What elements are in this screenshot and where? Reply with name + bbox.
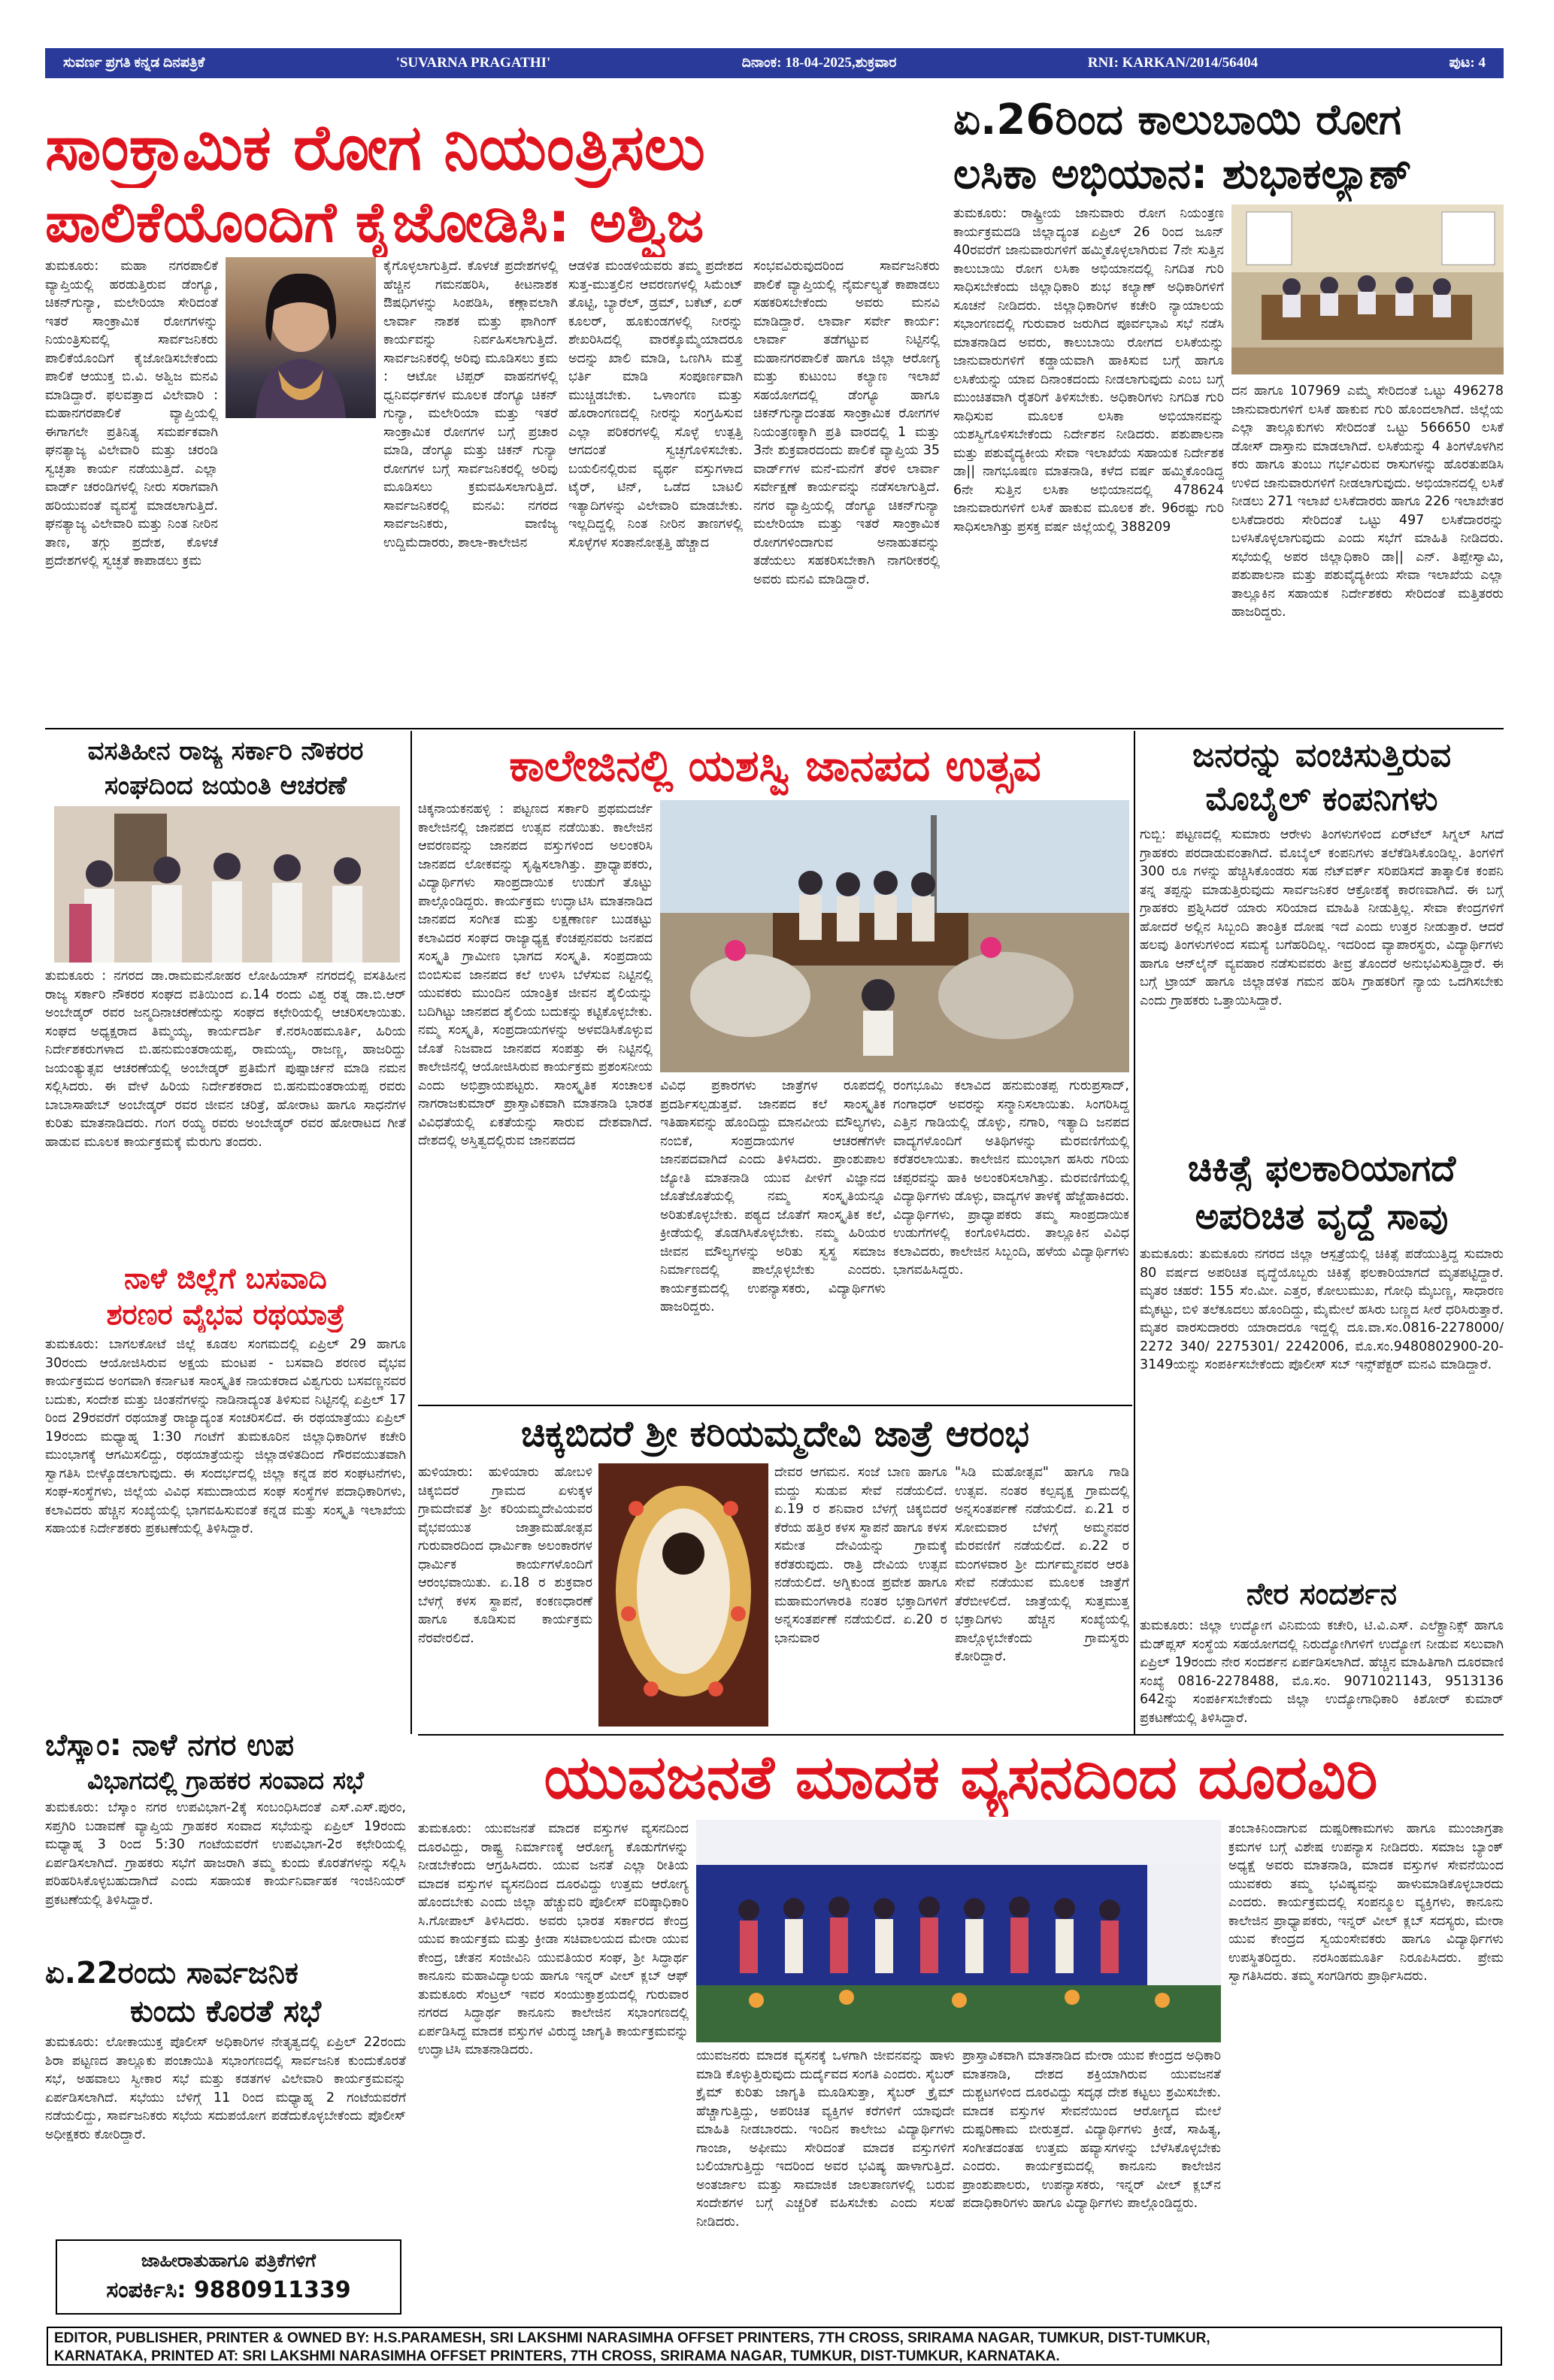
imprint-footer [47,2327,1502,2366]
goddess-idol-photo [598,1463,768,1727]
program-illustration [696,1820,1221,2042]
fmd-col-2: ದನ ಹಾಗೂ 107969 ಎಮ್ಮೆ ಸೇರಿದಂತೆ ಒಟ್ಟು 496278 ಜಾನುವಾರುಗಳಿಗೆ ಲಸಿಕೆ ಹಾಕುವ ಗುರಿ ಹೊಂದಲಾಗಿದೆ. ಜಿಲ್ಲೆಯ ಎಲ್ಲಾ ತಾಲ್ಲೂಕುಗಳು ಸೇರಿದಂತೆ ಒಟ್ಟು 566650 ಲಸಿಕೆ ಡೋಸ್ ದಾಸ್ತಾನು ಮಾಡಲಾಗಿದೆ. ಲಸಿಕೆಯನ್ನು 4 ತಿಂಗಳೊಳಗಿನ ಕರು ಹಾಗೂ ತುಂಬು ಗರ್ಭವಿರುವ ರಾಸುಗಳನ್ನು ಹೊರತುಪಡಿಸಿ ಉಳಿದ ಜಾನುವಾರುಗಳಿಗೆ ನೀಡಲಾಗುವುದು. ಅಭಿಯಾನದಲ್ಲಿ ಲಸಿಕೆ ನೀಡಲು 271 ಇಲಾಖೆ ಲಸಿಕೆದಾರರು ಹಾಗೂ 226 ಇಲಾಖೇತರ ಲಸಿಕೆದಾರರು ಸೇರಿದಂತೆ ಒಟ್ಟು 497 ಲಸಿಕೆದಾರರನ್ನು ಬಳಸಿಕೊಳ್ಳಲಾಗುವುದು ಎಂದು ಸಭೆಗೆ ಮಾಹಿತಿ ನೀಡಿದರು. ಸಭೆಯಲ್ಲಿ ಅಪರ ಜಿಲ್ಲಾಧಿಕಾರಿ ಡಾ|| ಎನ್. ತಿಪ್ಪೇಸ್ವಾಮಿ, ಪಶುಪಾಲನಾ ಮತ್ತು ಪಶುವೈದ್ಯಕೀಯ ಸೇವಾ ಇಲಾಖೆಯ ಎಲ್ಲಾ ತಾಲ್ಲೂಕಿನ ಸಹಾಯಕ ನಿರ್ದೇಶಕರು ಸೇರಿದಂತೆ ಮತ್ತಿತರರು ಹಾಜರಿದ್ದರು. [1231,384,1504,620]
grievance-headline-line1: ಏ.22ರಂದು ಸಾರ್ವಜನಿಕ [45,1956,298,1990]
lead-col-4: ಸಂಭವವಿರುವುದರಿಂದ ಸಾರ್ವಜನಿಕರು ಪಾಲಿಕೆ ವ್ಯಾಪ್ತಿಯಲ್ಲಿ ನೈರ್ಮಲ್ಯತೆ ಕಾಪಾಡಲು ಸಹಕರಿಸಬೇಕೆಂದು ಅವರು ಮನವಿ ಮಾಡಿದ್ದಾರೆ. ಲಾರ್ವಾ ಸರ್ವೇ ಕಾರ್ಯ: ಲಾರ್ವಾ ತಡೆಗಟ್ಟುವ ನಿಟ್ಟಿನಲ್ಲಿ ಮಹಾನಗರಪಾಲಿಕೆ ಹಾಗೂ ಜಿಲ್ಲಾ ಆರೋಗ್ಯ ಮತ್ತು ಕುಟುಂಬ ಕಲ್ಯಾಣ ಇಲಾಖೆ ಸಹಯೋಗದಲ್ಲಿ ಡೆಂಗ್ಯೂ ಹಾಗೂ ಚಿಕನ್‌ಗುನ್ಯಾದಂತಹ ಸಾಂಕ್ರಾಮಿಕ ರೋಗಗಳ ನಿಯಂತ್ರಣಕ್ಕಾಗಿ ಪ್ರತಿ ವಾರದಲ್ಲಿ 1 ಮತ್ತು 3ನೇ ಶುಕ್ರವಾರದಂದು ಪಾಲಿಕೆ ವ್ಯಾಪ್ತಿಯ 35 ವಾರ್ಡ್‌ಗಳ ಮನೆ-ಮನೆಗೆ ತೆರಳಿ ಲಾರ್ವಾ ಸರ್ವೇಕ್ಷಣೆ ಕಾರ್ಯವನ್ನು ನಡೆಸಲಾಗುತ್ತಿದೆ. ನಗರ ವ್ಯಾಪ್ತಿಯಲ್ಲಿ ಡೆಂಗ್ಯೂ ಚಿಕನ್‌ಗುನ್ಯಾ ಮಲೇರಿಯಾ ಮತ್ತು ಇತರೆ ಸಾಂಕ್ರಾಮಿಕ ರೋಗಗಳಿಂದಾಗುವ ಅನಾಹುತವನ್ನು ತಡೆಯಲು ಸಹಕರಿಸಬೇಕಾಗಿ ನಾಗರೀಕರಲ್ಲಿ ಅವರು ಮನವಿ ಮಾಡಿದ್ದಾರೆ. [753,259,940,587]
meeting-hall-photo [1231,205,1504,374]
ad-line-2: ಸಂಪರ್ಕಿಸಿ: 9880911339 [106,2277,351,2303]
mobile-headline-line2: ಮೊಬೈಲ್ ಕಂಪನಿಗಳು [1205,780,1438,818]
drugs-col-3: ಪ್ರಾಸ್ತಾವಿಕವಾಗಿ ಮಾತನಾಡಿದ ಮೇರಾ ಯುವ ಕೇಂದ್ರದ ಅಧಿಕಾರಿ ಮಾತನಾಡಿ, ದೇಶದ ಶಕ್ತಿಯಾಗಿರುವ ಯುವಜನತೆ ದುಶ್ಚಟಗಳಿಂದ ದೂರವಿದ್ದು ಸದೃಢ ದೇಶ ಕಟ್ಟಲು ಶ್ರಮಿಸಬೇಕು. ಮಾದಕ ವಸ್ತುಗಳ ಸೇವನೆಯಿಂದ ಆರೋಗ್ಯದ ಮೇಲೆ ದುಷ್ಪರಿಣಾಮ ಬೀರುತ್ತದೆ. ವಿದ್ಯಾರ್ಥಿಗಳು ಕ್ರೀಡೆ, ಸಾಹಿತ್ಯ, ಸಂಗೀತದಂತಹ ಉತ್ತಮ ಹವ್ಯಾಸಗಳನ್ನು ಬೆಳೆಸಿಕೊಳ್ಳಬೇಕು ಎಂದರು. ಕಾರ್ಯಕ್ರಮದಲ್ಲಿ ಕಾನೂನು ಕಾಲೇಜಿನ ಪ್ರಾಂಶುಪಾಲರು, ಉಪನ್ಯಾಸಕರು, ಇನ್ನರ್ ವೀಲ್ ಕ್ಲಬ್‌ನ ಪದಾಧಿಕಾರಿಗಳು ಹಾಗೂ ವಿದ್ಯಾರ್ಥಿಗಳು ಪಾಲ್ಗೊಂಡಿದ್ದರು. [962,2048,1221,2211]
commissioner-portrait-photo [226,257,376,418]
temple-headline: ಚಿಕ್ಕಬಿದರೆ ಶ್ರೀ ಕರಿಯಮ್ಮದೇವಿ ಜಾತ್ರೆ ಆರಂಭ [520,1413,1029,1455]
mobile-headline-line1: ಜನರನ್ನು ವಂಚಿಸುತ್ತಿರುವ [1192,736,1452,775]
awareness-program-photo [696,1820,1221,2042]
college-col-3: ರಂಗಭೂಮಿ ಕಲಾವಿದ ಹನುಮಂತಪ್ಪ ಗುರುಪ್ರಸಾದ್, ಗಂಗಾಧರ್ ಅವರನ್ನು ಸನ್ಮಾನಿಸಲಾಯಿತು. ಸಿಂಗರಿಸಿದ್ದ ಎತ್ತಿನ ಗಾಡಿಯಲ್ಲಿ ಡೊಳ್ಳು, ನಗಾರಿ, ಇತ್ಯಾದಿ ಜನಪದ ವಾದ್ಯಗಳೊಂದಿಗೆ ಅತಿಥಿಗಳನ್ನು ಮೆರವಣಿಗೆಯಲ್ಲಿ ಕರೆತರಲಾಯಿತು. ಕಾಲೇಜಿನ ಮುಂಭಾಗ ಹಸಿರು ಗರಿಯ ಚಪ್ಪರವನ್ನು ಹಾಕಿ ಅಲಂಕರಿಸಲಾಗಿತ್ತು. ಮೆರವಣಿಗೆಯಲ್ಲಿ ವಿದ್ಯಾರ್ಥಿಗಳು ಡೊಳ್ಳು, ವಾದ್ಯಗಳ ತಾಳಕ್ಕೆ ಹೆಜ್ಜೆಹಾಕಿದರು. ವಿದ್ಯಾರ್ಥಿಗಳು, ಪ್ರಾಧ್ಯಾಪಕರು ತಮ್ಮ ಸಾಂಪ್ರದಾಯಿಕ ಉಡುಗೆಗಳಲ್ಲಿ ಕಂಗೊಳಿಸಿದರು. ತಾಲ್ಲೂಕಿನ ವಿವಿಧ ಕಲಾವಿದರು, ಕಾಲೇಜಿನ ಸಿಬ್ಬಂದಿ, ಹಳೆಯ ವಿದ್ಯಾರ್ಥಿಗಳು ಭಾಗವಹಿಸಿದ್ದರು. [893,1078,1129,1278]
divider-college-temple [418,1405,1132,1406]
masthead-page-number: ಪುಟ: 4 [1449,55,1486,71]
death-headline-line2: ಅಪರಿಚಿತ ವೃದ್ಧೆ ಸಾವು [1195,1196,1449,1238]
divider-top [45,728,1504,729]
interview-body: ತುಮಕೂರು: ಜಿಲ್ಲಾ ಉದ್ಯೋಗ ವಿನಿಮಯ ಕಚೇರಿ, ಟಿ.ವಿ.ಎಸ್. ಎಲೆಕ್ಟ್ರಾನಿಕ್ಸ್ ಹಾಗೂ ಮೆಡ್‌ಪ್ಲಸ್ ಸಂಸ್ಥೆಯ ಸಹಯೋಗದಲ್ಲಿ ನಿರುದ್ಯೋಗಿಗಳಿಗೆ ಉದ್ಯೋಗ ನೀಡುವ ಸಲುವಾಗಿ ಏಪ್ರಿಲ್ 19ರಂದು ನೇರ ಸಂದರ್ಶನ ಏರ್ಪಡಿಸಲಾಗಿದೆ. ಹೆಚ್ಚಿನ ಮಾಹಿತಿಗಾಗಿ ದೂರವಾಣಿ ಸಂಖ್ಯೆ 0816-2278488, ಮೊ.ಸಂ. 9071021143, 9513136 642ನ್ನು ಸಂಪರ್ಕಿಸಬೇಕೆಂದು ಜಿಲ್ಲಾ ಉದ್ಯೋಗಾಧಿಕಾರಿ ಕಿಶೋರ್ ಕುಮಾರ್ ಪ್ರಕಟಣೆಯಲ್ಲಿ ತಿಳಿಸಿದ್ದಾರೆ. [1140,1618,1504,1726]
festival-illustration [660,800,1129,1072]
divider-right-column [1134,731,1135,1734]
interview-headline: ನೇರ ಸಂದರ್ಶನ [1246,1577,1398,1611]
drugs-col-1: ತುಮಕೂರು: ಯುವಜನತೆ ಮಾದಕ ವಸ್ತುಗಳ ವ್ಯಸನದಿಂದ ದೂರವಿದ್ದು, ರಾಷ್ಟ್ರ ನಿರ್ಮಾಣಕ್ಕೆ ಆರೋಗ್ಯ ಕೊಡುಗೆಗಳನ್ನು ನೀಡಬೇಕೆಂದು ಆಗ್ರಹಿಸಿದರು. ಯುವ ಜನತೆ ಎಲ್ಲಾ ರೀತಿಯ ಮಾದಕ ವಸ್ತುಗಳ ವ್ಯಸನದಿಂದ ದೂರವಿದ್ದು ಉತ್ತಮ ಆರೋಗ್ಯ ಹೊಂದಬೇಕು ಎಂದು ಜಿಲ್ಲಾ ಹೆಚ್ಚುವರಿ ಪೊಲೀಸ್ ವರಿಷ್ಠಾಧಿಕಾರಿ ಸಿ.ಗೋಪಾಲ್ ತಿಳಿಸಿದರು. ಅವರು ಭಾರತ ಸರ್ಕಾರದ ಕೇಂದ್ರ ಯುವ ಕಾರ್ಯಕ್ರಮ ಮತ್ತು ಕ್ರೀಡಾ ಸಚಿವಾಲಯದ ಮೇರಾ ಯುವ ಕೇಂದ್ರ, ಚೇತನ ಸಂಜೀವಿನಿ ಯುವತಿಯರ ಸಂಘ, ಶ್ರೀ ಸಿದ್ಧಾರ್ಥ ಕಾನೂನು ಮಹಾವಿದ್ಯಾಲಯ ಹಾಗೂ ಇನ್ನರ್ ವೀಲ್ ಕ್ಲಬ್ ಆಫ್ ತುಮಕೂರು ಸೆಂಟ್ರಲ್ ಇವರ ಸಂಯುಕ್ತಾಶ್ರಯದಲ್ಲಿ ಗುರುವಾರ ನಗರದ ಸಿದ್ಧಾರ್ಥ ಕಾನೂನು ಕಾಲೇಜಿನ ಸಭಾಂಗಣದಲ್ಲಿ ಏರ್ಪಡಿಸಿದ್ದ ಮಾದಕ ವಸ್ತುಗಳ ವಿರುದ್ಧ ಜಾಗೃತಿ ಕಾರ್ಯಕ್ರಮವನ್ನು ಉದ್ಘಾಟಿಸಿ ಮಾತನಾಡಿದರು. [418,1821,689,2057]
bescom-body: ತುಮಕೂರು: ಬೆಸ್ಕಾಂ ನಗರ ಉಪವಿಭಾಗ-2ಕ್ಕೆ ಸಂಬಂಧಿಸಿದಂತೆ ಎಸ್.ಎಸ್.ಪುರಂ, ಸಪ್ತಗಿರಿ ಬಡಾವಣೆ ವ್ಯಾಪ್ತಿಯ ಗ್ರಾಹಕರ ಸಂವಾದ ಸಭೆಯನ್ನು ಏಪ್ರಿಲ್ 19ರಂದು ಮಧ್ಯಾಹ್ನ 3 ರಿಂದ 5:30 ಗಂಟೆಯವರೆಗೆ ಉಪವಿಭಾಗ-2ರ ಕಛೇರಿಯಲ್ಲಿ ಏರ್ಪಡಿಸಲಾಗಿದೆ. ಗ್ರಾಹಕರು ಸಭೆಗೆ ಹಾಜರಾಗಿ ತಮ್ಮ ಕುಂದು ಕೊರತೆಗಳನ್ನು ಸಲ್ಲಿಸಿ ಪರಿಹರಿಸಿಕೊಳ್ಳಬಹುದಾಗಿದೆ ಎಂದು ಸಹಾಯಕ ಕಾರ್ಯನಿರ್ವಾಹಕ ಇಂಜಿನಿಯರ್ ಪ್ರಕಟಣೆಯಲ್ಲಿ ತಿಳಿಸಿದ್ದಾರೆ. [45,1800,406,1908]
masthead-bar [45,48,1504,78]
folk-festival-photo [660,800,1129,1072]
masthead-english-title: 'SUVARNA PRAGATHI' [395,55,551,71]
fmd-col-1: ತುಮಕೂರು: ರಾಷ್ಟ್ರೀಯ ಜಾನುವಾರು ರೋಗ ನಿಯಂತ್ರಣ ಕಾರ್ಯಕ್ರಮದಡಿ ಜಿಲ್ಲಾದ್ಯಂತ ಏಪ್ರಿಲ್ 26 ರಿಂದ ಜೂನ್ 40ರವರೆಗೆ ಜಾನುವಾರುಗಳಿಗೆ ಹಮ್ಮಿಕೊಳ್ಳಲಾಗಿರುವ 7ನೇ ಸುತ್ತಿನ ಕಾಲುಬಾಯಿ ರೋಗ ಲಸಿಕಾ ಅಭಿಯಾನದಲ್ಲಿ ನಿಗದಿತ ಗುರಿ ಸಾಧಿಸಬೇಕೆಂದು ಜಿಲ್ಲಾಧಿಕಾರಿ ಶುಭ ಕಲ್ಯಾಣ್ ಅಧಿಕಾರಿಗಳಿಗೆ ಸೂಚನೆ ನೀಡಿದರು. ಜಿಲ್ಲಾಧಿಕಾರಿಗಳ ಕಚೇರಿ ನ್ಯಾಯಾಲಯ ಸಭಾಂಗಣದಲ್ಲಿ ಗುರುವಾರ ಜರುಗಿದ ಪೂರ್ವಭಾವಿ ಸಭೆ ನಡೆಸಿ ಮಾತನಾಡಿದ ಅವರು, ಕಾಲುಬಾಯಿ ರೋಗದ ಲಸಿಕೆಯನ್ನು ಜಾನುವಾರುಗಳಿಗೆ ಕಡ್ಡಾಯವಾಗಿ ಹಾಕಿಸುವ ಬಗ್ಗೆ ಹಾಗೂ ಲಸಿಕೆಯನ್ನು ಯಾವ ದಿನಾಂಕದಂದು ನೀಡಲಾಗುವುದು ಎಂಬ ಬಗ್ಗೆ ಮುಂಚಿತವಾಗಿ ರೈತರಿಗೆ ತಿಳಿಸಬೇಕು. ಅಧಿಕಾರಿಗಳು ನಿಗದಿತ ಗುರಿ ಸಾಧಿಸುವ ಮೂಲಕ ಲಸಿಕಾ ಅಭಿಯಾನವನ್ನು ಯಶಸ್ವಿಗೊಳಿಸಬೇಕೆಂದು ನಿರ್ದೇಶನ ನೀಡಿದರು. ಪಶುಪಾಲನಾ ಮತ್ತು ಪಶುವೈದ್ಯಕೀಯ ಸೇವಾ ಇಲಾಖೆಯ ಸಹಾಯಕ ನಿರ್ದೇಶಕ ಡಾ|| ನಾಗಭೂಷಣ ಮಾತನಾಡಿ, ಕಳೆದ ವರ್ಷ ಹಮ್ಮಿಕೊಂಡಿದ್ದ 6ನೇ ಸುತ್ತಿನ ಲಸಿಕಾ ಅಭಿಯಾನದಲ್ಲಿ 478624 ಜಾನುವಾರುಗಳಿಗೆ ಲಸಿಕೆ ಹಾಕುವ ಮೂಲಕ ಶೇ. 96ರಷ್ಟು ಗುರಿ ಸಾಧಿಸಲಾಗಿತ್ತು ಪ್ರಸಕ್ತ ವರ್ಷ ಜಿಲ್ಲೆಯಲ್ಲಿ 388209 [953,206,1224,535]
drugs-headline: ಯುವಜನತೆ ಮಾದಕ ವ್ಯಸನದಿಂದ ದೂರವಿರಿ [544,1742,1378,1812]
basava-body: ತುಮಕೂರು: ಬಾಗಲಕೋಟೆ ಜಿಲ್ಲೆ ಕೂಡಲ ಸಂಗಮದಲ್ಲಿ ಏಪ್ರಿಲ್ 29 ಹಾಗೂ 30ರಂದು ಆಯೋಜಿಸಿರುವ ಅಕ್ಷಯ ಮಂಟಪ - ಬಸವಾದಿ ಶರಣರ ವೈಭವ ಕಾರ್ಯಕ್ರಮದ ಅಂಗವಾಗಿ ಕರ್ನಾಟಕ ಸಾಂಸ್ಕೃತಿಕ ನಾಯಕರಾದ ವಿಶ್ವಗುರು ಬಸವಣ್ಣನವರ ಬದುಕು, ಸಂದೇಶ ಮತ್ತು ಚಿಂತನೆಗಳನ್ನು ನಾಡಿನಾದ್ಯಂತ ತಿಳಿಸುವ ನಿಟ್ಟಿನಲ್ಲಿ ಏಪ್ರಿಲ್ 17 ರಿಂದ 29ರವರೆಗೆ ರಥಯಾತ್ರೆ ರಾಜ್ಯಾದ್ಯಂತ ಸಂಚರಿಸಲಿದೆ. ಈ ರಥಯಾತ್ರೆಯು ಏಪ್ರಿಲ್ 19ರಂದು ಮಧ್ಯಾಹ್ನ 1:30 ಗಂಟೆಗೆ ತುಮಕೂರಿನ ಜಿಲ್ಲಾಧಿಕಾರಿಗಳ ಕಚೇರಿ ಮುಂಭಾಗಕ್ಕೆ ಆಗಮಿಸಲಿದ್ದು, ರಥಯಾತ್ರೆಯನ್ನು ಜಿಲ್ಲಾಡಳಿತದಿಂದ ಗೌರವಯುತವಾಗಿ ಸ್ವಾಗತಿಸಿ ಬೀಳ್ಕೊಡಲಾಗುವುದು. ಈ ಸಂದರ್ಭದಲ್ಲಿ ಜಿಲ್ಲಾ ಕನ್ನಡ ಪರ ಸಂಘಟನೆಗಳು, ಸಂಘ-ಸಂಸ್ಥೆಗಳು, ಜಿಲ್ಲೆಯ ವಿವಿಧ ಸಮುದಾಯದ ಸಂಘ ಸಂಸ್ಥೆಗಳ ಪದಾಧಿಕಾರಿಗಳು, ಕಲಾವಿದರು ಹೆಚ್ಚಿನ ಸಂಖ್ಯೆಯಲ್ಲಿ ಭಾಗವಹಿಸುವಂತೆ ಕನ್ನಡ ಮತ್ತು ಸಂಸ್ಕೃತಿ ಇಲಾಖೆಯ ಸಹಾಯಕ ನಿರ್ದೇಶಕರು ಪ್ರಕಟಣೆಯಲ್ಲಿ ತಿಳಿಸಿದ್ದಾರೆ. [45,1337,406,1536]
lead-col-2: ಕೈಗೊಳ್ಳಲಾಗುತ್ತಿದೆ. ಕೊಳಚೆ ಪ್ರದೇಶಗಳಲ್ಲಿ ಹೆಚ್ಚಿನ ಗಮನಹರಿಸಿ, ಕೀಟನಾಶಕ ಔಷಧಿಗಳನ್ನು ಸಿಂಪಡಿಸಿ, ಕಣ್ಗಾವಲಾಗಿ ಲಾರ್ವಾ ನಾಶಕ ಮತ್ತು ಫಾಗಿಂಗ್ ಕಾರ್ಯವನ್ನು ನಿರ್ವಹಿಸಲಾಗುತ್ತಿದೆ. ಸಾರ್ವಜನಿಕರಲ್ಲಿ ಅರಿವು ಮೂಡಿಸಲು ಕ್ರಮ : ಆಟೋ ಟಿಪ್ಪರ್ ವಾಹನಗಳಲ್ಲಿ ಧ್ವನಿವರ್ಧಕಗಳ ಮೂಲಕ ಡೆಂಗ್ಯೂ ಚಿಕನ್ ಗುನ್ಯಾ, ಮಲೇರಿಯಾ ಮತ್ತು ಇತರೆ ಸಾಂಕ್ರಾಮಿಕ ರೋಗಗಳ ಬಗ್ಗೆ ಪ್ರಚಾರ ಮಾಡಿ, ಡೆಂಗ್ಯೂ ಮತ್ತು ಚಿಕನ್ ಗುನ್ಯಾ ರೋಗಗಳ ಬಗ್ಗೆ ಸಾರ್ವಜನಿಕರಲ್ಲಿ ಅರಿವು ಮೂಡಿಸಲು ಕ್ರಮವಹಿಸಲಾಗುತ್ತಿದೆ. ಸಾರ್ವಜನಿಕರಲ್ಲಿ ಮನವಿ: ನಗರದ ಸಾರ್ವಜನಿಕರು, ವಾಣಿಜ್ಯ ಉದ್ದಿಮೆದಾರರು, ಶಾಲಾ-ಕಾಲೇಜಿನ [383,259,558,550]
advertisement-contact-box [56,2239,401,2315]
hostel-headline-line1: ವಸತಿಹೀನ ರಾಜ್ಯ ಸರ್ಕಾರಿ ನೌಕರರ [87,736,364,766]
college-headline: ಕಾಲೇಜಿನಲ್ಲಿ ಯಶಸ್ವಿ ಜಾನಪದ ಉತ್ಸವ [509,740,1041,791]
temple-col-2: ದೇವರ ಆಗಮನ. ಸಂಜೆ ಬಾಣ ಹಾಗೂ ಮದ್ದು ಸುಡುವ ಸೇವೆ ನಡೆಯಲಿದೆ. ಏ.19 ರ ಶನಿವಾರ ಬೆಳಗ್ಗೆ ಚಿಕ್ಕಬಿದರೆ ಕೆರೆಯ ಹತ್ತಿರ ಕಳಸ ಸ್ಥಾಪನೆ ಹಾಗೂ ಕಳಸ ಸಮೇತ ದೇವಿಯನ್ನು ಗ್ರಾಮಕ್ಕೆ ಕರೆತರುವುದು. ರಾತ್ರಿ ದೇವಿಯ ಉತ್ಸವ ನಡೆಯಲಿದೆ. ಅಗ್ನಿಕುಂಡ ಪ್ರವೇಶ ಹಾಗೂ ಮಹಾಮಂಗಳಾರತಿ ನಂತರ ಭಕ್ತಾದಿಗಳಿಗೆ ಅನ್ನಸಂತರ್ಪಣೆ ನಡೆಯಲಿದೆ. ಏ.20 ರ ಭಾನುವಾರ [774,1465,947,1646]
basava-headline-line1: ನಾಳೆ ಜಿಲ್ಲೆಗೆ ಬಸವಾದಿ [124,1262,327,1295]
grievance-body: ತುಮಕೂರು: ಲೋಕಾಯುಕ್ತ ಪೊಲೀಸ್ ಅಧಿಕಾರಿಗಳ ನೇತೃತ್ವದಲ್ಲಿ ಏಪ್ರಿಲ್ 22ರಂದು ಶಿರಾ ಪಟ್ಟಣದ ತಾಲ್ಲೂಕು ಪಂಚಾಯಿತಿ ಸಭಾಂಗಣದಲ್ಲಿ ಸಾರ್ವಜನಿಕ ಕುಂದುಕೊರತೆ ಸಭೆ, ಅಹವಾಲು ಸ್ವೀಕಾರ ಸಭೆ ಮತ್ತು ಕಡತಗಳ ವಿಲೇವಾರಿ ಕಾರ್ಯಕ್ರಮವನ್ನು ಏರ್ಪಡಿಸಲಾಗಿದೆ. ಸಭೆಯು ಬೆಳಿಗ್ಗೆ 11 ರಿಂದ ಮಧ್ಯಾಹ್ನ 2 ಗಂಟೆಯವರೆಗೆ ನಡೆಯಲಿದ್ದು, ಸಾರ್ವಜನಿಕರು ಸಭೆಯ ಸದುಪಯೋಗ ಪಡೆದುಕೊಳ್ಳಬೇಕೆಂದು ಪೊಲೀಸ್ ಅಧೀಕ್ಷಕರು ಕೋರಿದ್ದಾರೆ. [45,2035,406,2142]
jayanti-illustration [54,806,400,963]
imprint-line-1: EDITOR, PUBLISHER, PRINTER & OWNED BY: H.S.PARAMESH, SRI LAKSHMI NARASIMHA OFFSET PRINTERS, 7TH CROSS, SRIRAMA NAGAR, TUMKUR, DIST-TUMKUR, [54,2330,1210,2346]
ad-line-1: ಜಾಹೀರಾತುಹಾಗೂ ಪತ್ರಿಕೆಗಳಿಗೆ [141,2250,317,2271]
ambedkar-jayanti-photo [54,806,400,963]
masthead-date: ದಿನಾಂಕ: 18-04-2025,ಶುಕ್ರವಾರ [741,55,897,71]
fmd-headline-line1: ಏ.26ರಿಂದ ಕಾಲುಬಾಯಿ ರೋಗ [953,96,1402,144]
mobile-body: ಗುಬ್ಬಿ: ಪಟ್ಟಣದಲ್ಲಿ ಸುಮಾರು ಆರೇಳು ತಿಂಗಳುಗಳಿಂದ ಏರ್‌ಟೆಲ್ ಸಿಗ್ನಲ್ ಸಿಗದೆ ಗ್ರಾಹಕರು ಪರದಾಡುವಂತಾಗಿದೆ. ಮೊಬೈಲ್ ಕಂಪನಿಗಳು ತಲೆಕೆಡಿಸಿಕೊಂಡಿಲ್ಲ. ತಿಂಗಳಿಗೆ 300 ರೂ ಗಳನ್ನು ಹೆಚ್ಚಿಸಿಕೊಂಡರು ಸಹ ನೆಟ್‌ವರ್ಕ್ ಸರಿಪಡಿಸದೆ ತಾತ್ಕಾಲಿಕ ಕಂಪನಿ ತನ್ನ ತಪ್ಪನ್ನು ಮಾಡುತ್ತಿರುವುದು ಸಾರ್ವಜನಿಕರ ಆಕ್ರೋಶಕ್ಕೆ ಕಾರಣವಾಗಿದೆ. ಈ ಬಗ್ಗೆ ಗ್ರಾಹಕರು ಪ್ರಶ್ನಿಸಿದರೆ ಯಾರು ಸರಿಯಾದ ಮಾಹಿತಿ ನೀಡುತ್ತಿಲ್ಲ. ಸೇವಾ ಕೇಂದ್ರಗಳಿಗೆ ಹೋದರೆ ಅಲ್ಲಿನ ಸಿಬ್ಬಂದಿ ತಾಂತ್ರಿಕ ದೋಷ ಇದೆ ಎಂದು ಉತ್ತರ ನೀಡುತ್ತಾರೆ. ಆದರೆ ಹಲವು ತಿಂಗಳುಗಳಿಂದ ಸಮಸ್ಯೆ ಬಗೆಹರಿದಿಲ್ಲ. ಇದರಿಂದ ವ್ಯಾಪಾರಸ್ಥರು, ವಿದ್ಯಾರ್ಥಿಗಳು ಹಾಗೂ ಆನ್‌ಲೈನ್ ವ್ಯವಹಾರ ನಡೆಸುವವರು ತೀವ್ರ ತೊಂದರೆ ಅನುಭವಿಸುತ್ತಿದ್ದಾರೆ. ಈ ಬಗ್ಗೆ ಟ್ರಾಯ್ ಹಾಗೂ ಜಿಲ್ಲಾಡಳಿತ ಗಮನ ಹರಿಸಿ ಗ್ರಾಹಕರಿಗೆ ನ್ಯಾಯ ಒದಗಿಸಬೇಕು ಎಂದು ಗ್ರಾಹಕರು ಒತ್ತಾಯಿಸಿದ್ದಾರೆ. [1140,827,1504,1008]
masthead-name: ಸುವರ್ಣ ಪ್ರಗತಿ ಕನ್ನಡ ದಿನಪತ್ರಿಕೆ [63,55,205,71]
imprint-line-2: KARNATAKA, PRINTED AT: SRI LAKSHMI NARASIMHA OFFSET PRINTERS, 7TH CROSS, SRIRAMA NAGAR, TUMKUR, DIST-TUMKUR, KARNATAKA. [54,2348,1060,2364]
death-body: ತುಮಕೂರು: ತುಮಕೂರು ನಗರದ ಜಿಲ್ಲಾ ಆಸ್ಪತ್ರೆಯಲ್ಲಿ ಚಿಕಿತ್ಸೆ ಪಡೆಯುತ್ತಿದ್ದ ಸುಮಾರು 80 ವರ್ಷದ ಅಪರಿಚಿತ ವೃದ್ಧೆಯೊಬ್ಬರು ಚಿಕಿತ್ಸೆ ಫಲಕಾರಿಯಾಗದೆ ಮೃತಪಟ್ಟಿದ್ದಾರೆ. ಮೃತರ ಚಹರೆ: 155 ಸೆಂ.ಮೀ. ಎತ್ತರ, ಕೋಲುಮುಖ, ಗೋಧಿ ಮೈಬಣ್ಣ, ಸಾಧಾರಣ ಮೈಕಟ್ಟು, ಬಿಳಿ ತಲೆಕೂದಲು ಹೊಂದಿದ್ದು, ಮೈಮೇಲೆ ಹಸಿರು ಬಣ್ಣದ ಸೀರೆ ಧರಿಸಿರುತ್ತಾರೆ. ಮೃತರ ವಾರಸುದಾರರು ಯಾರಾದರೂ ಇದ್ದಲ್ಲಿ ದೂ.ವಾ.ಸಂ.0816-2278000/ 2272 340/ 2275301/ 2242006, ಮೊ.ಸಂ.9480802900-20-3149ಯನ್ನು ಸಂಪರ್ಕಿಸಬೇಕೆಂದು ಪೊಲೀಸ್ ಸಬ್ ಇನ್ಸ್‌ಪೆಕ್ಟರ್ ಮನವಿ ಮಾಡಿದ್ದಾರೆ. [1140,1247,1504,1372]
hostel-body: ತುಮಕೂರು : ನಗರದ ಡಾ.ರಾಮಮನೋಹರ ಲೋಹಿಯಾಸ್ ನಗರದಲ್ಲಿ ವಸತಿಹೀನ ರಾಜ್ಯ ಸರ್ಕಾರಿ ನೌಕರರ ಸಂಘದ ವತಿಯಿಂದ ಏ.14 ರಂದು ವಿಶ್ವ ರತ್ನ ಡಾ.ಬಿ.ಆರ್ ಅಂಬೇಡ್ಕರ್ ರವರ ಜನ್ಮದಿನಾಚರಣೆಯನ್ನು ಸಂಘದ ಕಛೇರಿಯಲ್ಲಿ ಆಚರಿಸಲಾಯಿತು. ಸಂಘದ ಅಧ್ಯಕ್ಷರಾದ ತಿಮ್ಮಯ್ಯ, ಕಾರ್ಯದರ್ಶಿ ಕೆ.ನರಸಿಂಹಮೂರ್ತಿ, ಹಿರಿಯ ನಿರ್ದೇಶಕರುಗಳಾದ ಬಿ.ಹನುಮಂತರಾಯಪ್ಪ, ರಾಮಯ್ಯ, ರಾಜಣ್ಣ, ಹಾಜರಿದ್ದು ಜಯಂತ್ಯುತ್ಸವ ಆಚರಣೆಯಲ್ಲಿ ಅಂಬೇಡ್ಕರ್ ಪ್ರತಿಮೆಗೆ ಪುಷ್ಪಾರ್ಚನೆ ಮಾಡಿ ನಮನ ಸಲ್ಲಿಸಿದರು. ಈ ವೇಳೆ ಹಿರಿಯ ನಿರ್ದೇಶಕರಾದ ಬಿ.ಹನುಮಂತರಾಯಪ್ಪ ರವರು ಬಾಬಾಸಾಹೇಬ್ ಅಂಬೇಡ್ಕರ್ ರವರ ಜೀವನ ಚರಿತ್ರೆ, ಹೋರಾಟ ಹಾಗೂ ಸಾಧನೆಗಳ ಕುರಿತು ಮಾತನಾಡಿದರು. ಗಂಗ ರಯ್ಯ ರವರು ಅಂಬೇಡ್ಕರ್ ರವರ ಹೋರಾಟದ ಗೀತೆ ಹಾಡುವ ಮೂಲಕ ಕಾರ್ಯಕ್ರಮಕ್ಕೆ ಮೆರುಗು ತಂದರು. [45,969,406,1150]
hostel-headline-line2: ಸಂಘದಿಂದ ಜಯಂತಿ ಆಚರಣೆ [104,771,347,801]
basava-headline-line2: ಶರಣರ ವೈಭವ ರಥಯಾತ್ರೆ [106,1298,345,1331]
fmd-headline-line2: ಲಸಿಕಾ ಅಭಿಯಾನ: ಶುಭಾಕಲ್ಯಾಣ್ [953,150,1412,199]
divider-bottom-story [418,1734,1504,1736]
drugs-col-4: ತಂಬಾಕಿನಿಂದಾಗುವ ದುಷ್ಪರಿಣಾಮಗಳು ಹಾಗೂ ಮುಂಜಾಗ್ರತಾ ಕ್ರಮಗಳ ಬಗ್ಗೆ ವಿಶೇಷ ಉಪನ್ಯಾಸ ನೀಡಿದರು. ಸಮಾಜ ಬ್ಯಾಂಕ್ ಅಧ್ಯಕ್ಷೆ ಅವರು ಮಾತನಾಡಿ, ಮಾದಕ ವಸ್ತುಗಳ ಸೇವನೆಯಿಂದ ಯುವಕರು ತಮ್ಮ ಭವಿಷ್ಯವನ್ನು ಹಾಳುಮಾಡಿಕೊಳ್ಳಬಾರದು ಎಂದರು. ಕಾರ್ಯಕ್ರಮದಲ್ಲಿ ಸಂಪನ್ಮೂಲ ವ್ಯಕ್ತಿಗಳು, ಕಾನೂನು ಕಾಲೇಜಿನ ಪ್ರಾಧ್ಯಾಪಕರು, ಇನ್ನರ್ ವೀಲ್ ಕ್ಲಬ್ ಸದಸ್ಯರು, ಮೇರಾ ಯುವ ಕೇಂದ್ರದ ಸ್ವಯಂಸೇವಕರು ಹಾಗೂ ವಿದ್ಯಾರ್ಥಿಗಳು ಉಪಸ್ಥಿತರಿದ್ದರು. ನರಸಿಂಹಮೂರ್ತಿ ನಿರೂಪಿಸಿದರು. ಪ್ರೇಮ ಸ್ವಾಗತಿಸಿದರು. ತಮ್ಮ ಸಂಗಡಿಗರು ಪ್ರಾರ್ಥಿಸಿದರು. [1228,1821,1504,1984]
death-headline-line1: ಚಿಕಿತ್ಸೆ ಫಲಕಾರಿಯಾಗದೆ [1187,1148,1456,1190]
bescom-headline-line1: ಬೆಸ್ಕಾಂ: ನಾಳೆ ನಗರ ಉಪ [45,1728,294,1763]
portrait-illustration [226,257,376,418]
drugs-col-2: ಯುವಜನರು ಮಾದಕ ವ್ಯಸನಕ್ಕೆ ಒಳಗಾಗಿ ಜೀವನವನ್ನು ಹಾಳು ಮಾಡಿ ಕೊಳ್ಳುತ್ತಿರುವುದು ದುರ್ದೈವದ ಸಂಗತಿ ಎಂದರು. ಸೈಬರ್ ಕ್ರೈಮ್ ಕುರಿತು ಜಾಗೃತಿ ಮೂಡಿಸುತ್ತಾ, ಸೈಬರ್ ಕ್ರೈಮ್ ಹೆಚ್ಚಾಗುತ್ತಿದ್ದು, ಅಪರಿಚಿತ ವ್ಯಕ್ತಿಗಳ ಕರೆಗಳಿಗೆ ಯಾವುದೇ ಮಾಹಿತಿ ನೀಡಬಾರದು. ಇಂದಿನ ಕಾಲೇಜು ವಿದ್ಯಾರ್ಥಿಗಳು ಗಾಂಜಾ, ಅಫೀಮು ಸೇರಿದಂತೆ ಮಾದಕ ವಸ್ತುಗಳಿಗೆ ಬಲಿಯಾಗುತ್ತಿದ್ದು ಇದರಿಂದ ಅವರ ಭವಿಷ್ಯ ಹಾಳಾಗುತ್ತಿದೆ. ಅಂತರ್ಜಾಲ ಮತ್ತು ಸಾಮಾಜಿಕ ಜಾಲತಾಣಗಳಲ್ಲಿ ಬರುವ ಸಂದೇಶಗಳ ಬಗ್ಗೆ ಎಚ್ಚರಿಕೆ ವಹಿಸಬೇಕು ಎಂದು ಸಲಹೆ ನೀಡಿದರು. [696,2048,955,2230]
grievance-headline-line2: ಕುಂದು ಕೊರತೆ ಸಭೆ [129,1994,322,2029]
divider-left-column [410,731,412,1734]
college-col-2: ವಿವಿಧ ಪ್ರಕಾರಗಳು ಜಾತ್ರೆಗಳ ರೂಪದಲ್ಲಿ ಪ್ರದರ್ಶಿಸಲ್ಪಡುತ್ತವೆ. ಜಾನಪದ ಕಲೆ ಸಾಂಸ್ಕೃತಿಕ ಇತಿಹಾಸವನ್ನು ಹೊಂದಿದ್ದು ಮಾನವೀಯ ಮೌಲ್ಯಗಳು, ನಂಬಿಕೆ, ಸಂಪ್ರದಾಯಗಳ ಆಚರಣೆಗಳೇ ಜಾನಪದವಾಗಿದೆ ಎಂದು ತಿಳಿಸಿದರು. ಪ್ರಾಂಶುಪಾಲ ಜ್ಯೋತಿ ಮಾತನಾಡಿ ಯುವ ಪೀಳಿಗೆ ವಿಜ್ಞಾನದ ಜೊತೆಜೊತೆಯಲ್ಲಿ ನಮ್ಮ ಸಂಸ್ಕೃತಿಯನ್ನೂ ಅರಿತುಕೊಳ್ಳಬೇಕು. ಪಠ್ಯದ ಜೊತೆಗೆ ಸಾಂಸ್ಕೃತಿಕ ಕಲೆ, ಕ್ರೀಡೆಯಲ್ಲಿ ತೊಡಗಿಸಿಕೊಳ್ಳಬೇಕು. ನಮ್ಮ ಹಿರಿಯರ ಜೀವನ ಮೌಲ್ಯಗಳನ್ನು ಅರಿತು ಸ್ವಸ್ಥ ಸಮಾಜ ನಿರ್ಮಾಣದಲ್ಲಿ ಪಾಲ್ಗೊಳ್ಳಬೇಕು ಎಂದರು. ಕಾರ್ಯಕ್ರಮದಲ್ಲಿ ಉಪನ್ಯಾಸಕರು, ವಿದ್ಯಾರ್ಥಿಗಳು ಹಾಜರಿದ್ದರು. [660,1078,886,1314]
lead-col-1: ತುಮಕೂರು: ಮಹಾ ನಗರಪಾಲಿಕೆ ವ್ಯಾಪ್ತಿಯಲ್ಲಿ ಹರಡುತ್ತಿರುವ ಡೆಂಗ್ಯೂ, ಚಿಕನ್‌ಗುನ್ಯಾ, ಮಲೇರಿಯಾ ಸೇರಿದಂತೆ ಇತರೆ ಸಾಂಕ್ರಾಮಿಕ ರೋಗಗಳನ್ನು ನಿಯಂತ್ರಿಸುವಲ್ಲಿ ಸಾರ್ವಜನಿಕರು ಪಾಲಿಕೆಯೊಂದಿಗೆ ಕೈಜೋಡಿಸಬೇಕೆಂದು ಪಾಲಿಕೆ ಆಯುಕ್ತ ಬಿ.ವಿ. ಅಶ್ವಿಜ ಮನವಿ ಮಾಡಿದ್ದಾರೆ. ಫಲವತ್ತಾದ ವಿಲೇವಾರಿ : ಮಹಾನಗರಪಾಲಿಕೆ ವ್ಯಾಪ್ತಿಯಲ್ಲಿ ಈಗಾಗಲೇ ಪ್ರತಿನಿತ್ಯ ಸಮರ್ಪಕವಾಗಿ ಘನತ್ಯಾಜ್ಯ ವಿಲೇವಾರಿ ಮತ್ತು ಚರಂಡಿ ಸ್ವಚ್ಛತಾ ಕಾರ್ಯ ನಡೆಯುತ್ತಿದೆ. ಎಲ್ಲಾ ವಾರ್ಡ್ ಚರಂಡಿಗಳಲ್ಲಿ ನೀರು ಸರಾಗವಾಗಿ ಹರಿಯುವಂತೆ ವ್ಯವಸ್ಥೆ ಮಾಡಲಾಗುತ್ತಿದೆ. ಘನತ್ಯಾಜ್ಯ ವಿಲೇವಾರಿ ಮತ್ತು ನಿಂತ ನೀರಿನ ತಾಣ, ತಗ್ಗು ಪ್ರದೇಶ, ಕೊಳಚೆ ಪ್ರದೇಶಗಳಲ್ಲಿ ಸ್ವಚ್ಛತೆ ಕಾಪಾಡಲು ಕ್ರಮ [45,259,218,568]
masthead-rni: RNI: KARKAN/2014/56404 [1087,55,1259,71]
lead-headline-line1: ಸಾಂಕ್ರಾಮಿಕ ರೋಗ ನಿಯಂತ್ರಿಸಲು [45,111,705,184]
lead-col-3: ಆಡಳಿತ ಮಂಡಳಿಯವರು ತಮ್ಮ ಪ್ರದೇಶದ ಸುತ್ತ-ಮುತ್ತಲಿನ ಆವರಣಗಳಲ್ಲಿ ಸಿಮೆಂಟ್ ತೊಟ್ಟಿ, ಬ್ಯಾರೆಲ್, ಡ್ರಮ್, ಬಕೆಟ್, ಏರ್ ಕೂಲರ್, ಹೂಕುಂಡಗಳಲ್ಲಿ ನೀರನ್ನು ಶೇಖರಿಸಿದಲ್ಲಿ ವಾರಕ್ಕೊಮ್ಮೆಯಾದರೂ ಅದನ್ನು ಖಾಲಿ ಮಾಡಿ, ಒಣಗಿಸಿ ಮತ್ತೆ ಭರ್ತಿ ಮಾಡಿ ಸಂಪೂರ್ಣವಾಗಿ ಮುಚ್ಚಿಡಬೇಕು. ಒಳಾಂಗಣ ಮತ್ತು ಹೊರಾಂಗಣದಲ್ಲಿ ನೀರನ್ನು ಸಂಗ್ರಹಿಸುವ ಎಲ್ಲಾ ಪರಿಕರಗಳಲ್ಲಿ ಸೊಳ್ಳೆ ಉತ್ಪತ್ತಿ ಆಗದಂತೆ ಸ್ವಚ್ಛಗೊಳಿಸಬೇಕು. ಬಯಲಿನಲ್ಲಿರುವ ವ್ಯರ್ಥ ವಸ್ತುಗಳಾದ ಟೈರ್, ಟಿನ್, ಒಡೆದ ಬಾಟಲಿ ಇತ್ಯಾದಿಗಳನ್ನು ವಿಲೇವಾರಿ ಮಾಡಬೇಕು. ಇಲ್ಲದಿದ್ದಲ್ಲಿ ನಿಂತ ನೀರಿನ ತಾಣಗಳಲ್ಲಿ ಸೊಳ್ಳೆಗಳ ಸಂತಾನೋತ್ಪತ್ತಿ ಹೆಚ್ಚಾದ [568,259,743,550]
idol-illustration [598,1463,768,1727]
temple-col-1: ಹುಳಿಯಾರು: ಹುಳಿಯಾರು ಹೋಬಳಿ ಚಿಕ್ಕಬಿದರೆ ಗ್ರಾಮದ ಏಳುಕ್ಕಳ ಗ್ರಾಮದೇವತೆ ಶ್ರೀ ಕರಿಯಮ್ಮದೇವಿಯವರ ವೈಭವಯುತ ಜಾತ್ರಾಮಹೋತ್ಸವ ಗುರುವಾರದಿಂದ ಧಾರ್ಮಿಕಾ ಅಲಂಕಾರಗಳ ಧಾರ್ಮಿಕ ಕಾರ್ಯಗಳೊಂದಿಗೆ ಆರಂಭವಾಯಿತು. ಏ.18 ರ ಶುಕ್ರವಾರ ಬೆಳಗ್ಗೆ ಕಳಸ ಸ್ಥಾಪನೆ, ಕಂಕಣಧಾರಣೆ ಹಾಗೂ ಕೂಡಿಸುವ ಕಾರ್ಯಕ್ರಮ ನೆರವೇರಲಿದೆ. [418,1465,592,1646]
lead-headline-line2: ಪಾಲಿಕೆಯೊಂದಿಗೆ ಕೈಜೋಡಿಸಿ: ಅಶ್ವಿಜ [45,190,704,255]
bescom-headline-line2: ವಿಭಾಗದಲ್ಲಿ ಗ್ರಾಹಕರ ಸಂವಾದ ಸಭೆ [87,1766,364,1795]
meeting-illustration [1231,205,1504,374]
college-col-1: ಚಿಕ್ಕನಾಯಕನಹಳ್ಳಿ : ಪಟ್ಟಣದ ಸರ್ಕಾರಿ ಪ್ರಥಮದರ್ಜೆ ಕಾಲೇಜಿನಲ್ಲಿ ಜಾನಪದ ಉತ್ಸವ ನಡೆಯಿತು. ಕಾಲೇಜಿನ ಆವರಣವನ್ನು ಜಾನಪದ ವಸ್ತುಗಳಿಂದ ಅಲಂಕರಿಸಿ ಜಾನಪದ ಲೋಕವನ್ನು ಸೃಷ್ಟಿಸಲಾಗಿತ್ತು. ಪ್ರಾಧ್ಯಾಪಕರು, ವಿದ್ಯಾರ್ಥಿಗಳು ಸಾಂಪ್ರದಾಯಿಕ ಉಡುಗೆ ತೊಟ್ಟು ಪಾಲ್ಗೊಂಡಿದ್ದರು. ಕಾರ್ಯಕ್ರಮ ಉದ್ಘಾಟಿಸಿ ಮಾತನಾಡಿದ ಜಾನಪದ ಸಂಗೀತ ಮತ್ತು ಲಕ್ಷಣಾರ್ಣ ಬುಡಕಟ್ಟು ಕಲಾವಿದರ ಸಂಘದ ರಾಜ್ಯಾಧ್ಯಕ್ಷ ಕೆಂಚಪ್ಪನವರು ಜನಪದ ಸಂಸ್ಕೃತಿ ಗ್ರಾಮೀಣ ಭಾಗದ ಸಂಸ್ಕೃತಿ. ಸಂಪ್ರದಾಯ ಬಿಂಬಿಸುವ ಜಾನಪದ ಕಲೆ ಉಳಿಸಿ ಬೆಳೆಸುವ ನಿಟ್ಟಿನಲ್ಲಿ ಯುವಕರು ಮುಂದಿನ ಯಾಂತ್ರಿಕ ಜೀವನ ಶೈಲಿಯನ್ನು ಬದಿಗಿಟ್ಟು ಜಾನಪದ ಶೈಲಿಯ ಬದುಕನ್ನು ಕಟ್ಟಿಕೊಳ್ಳಬೇಕು. ನಮ್ಮ ಸಂಸ್ಕೃತಿ, ಸಂಪ್ರದಾಯಗಳನ್ನು ಅಳವಡಿಸಿಕೊಳ್ಳುವ ಜೊತೆ ನಿಜವಾದ ಜಾನಪದ ಸಂಪತ್ತು ಈ ನಿಟ್ಟಿನಲ್ಲಿ ಕಾಲೇಜಿನಲ್ಲಿ ಆಯೋಜಿಸಿರುವ ಕಾರ್ಯಕ್ರಮ ಪ್ರಶಂಸನೀಯ ಎಂದು ಅಭಿಪ್ರಾಯಪಟ್ಟರು. ಸಾಂಸ್ಕೃತಿಕ ಸಂಚಾಲಕ ನಾಗರಾಜಕುಮಾರ್ ಪ್ರಾಸ್ತಾವಿಕವಾಗಿ ಮಾತನಾಡಿ ಭಾರತ ವಿವಿಧತೆಯಲ್ಲಿ ಏಕತೆಯನ್ನು ಸಾರುವ ದೇಶವಾಗಿದೆ. ದೇಶದಲ್ಲಿ ಅಸ್ತಿತ್ವದಲ್ಲಿರುವ ಜಾನಪದದ [418,802,653,1148]
temple-col-3: "ಸಿಡಿ ಮಹೋತ್ಸವ" ಹಾಗೂ ಗಾಡಿ ಉತ್ಸವ. ನಂತರ ಕಲ್ಪವೃಕ್ಷ ಗ್ರಾಮದಲ್ಲಿ ಅನ್ನಸಂತರ್ಪಣೆ ನಡೆಯಲಿದೆ. ಏ.21 ರ ಸೋಮವಾರ ಬೆಳಗ್ಗೆ ಅಮ್ಮನವರ ಮೆರವಣಿಗೆ ನಡೆಯಲಿದೆ. ಏ.22 ರ ಮಂಗಳವಾರ ಶ್ರೀ ದುರ್ಗಮ್ಮನವರ ಆರತಿ ಸೇವೆ ನಡೆಯುವ ಮೂಲಕ ಜಾತ್ರೆಗೆ ತೆರೆಬೀಳಲಿದೆ. ಜಾತ್ರೆಯಲ್ಲಿ ಸುತ್ತಮುತ್ತ ಭಕ್ತಾದಿಗಳು ಹೆಚ್ಚಿನ ಸಂಖ್ಯೆಯಲ್ಲಿ ಪಾಲ್ಗೊಳ್ಳಬೇಕೆಂದು ಗ್ರಾಮಸ್ಥರು ಕೋರಿದ್ದಾರೆ. [955,1465,1129,1664]
